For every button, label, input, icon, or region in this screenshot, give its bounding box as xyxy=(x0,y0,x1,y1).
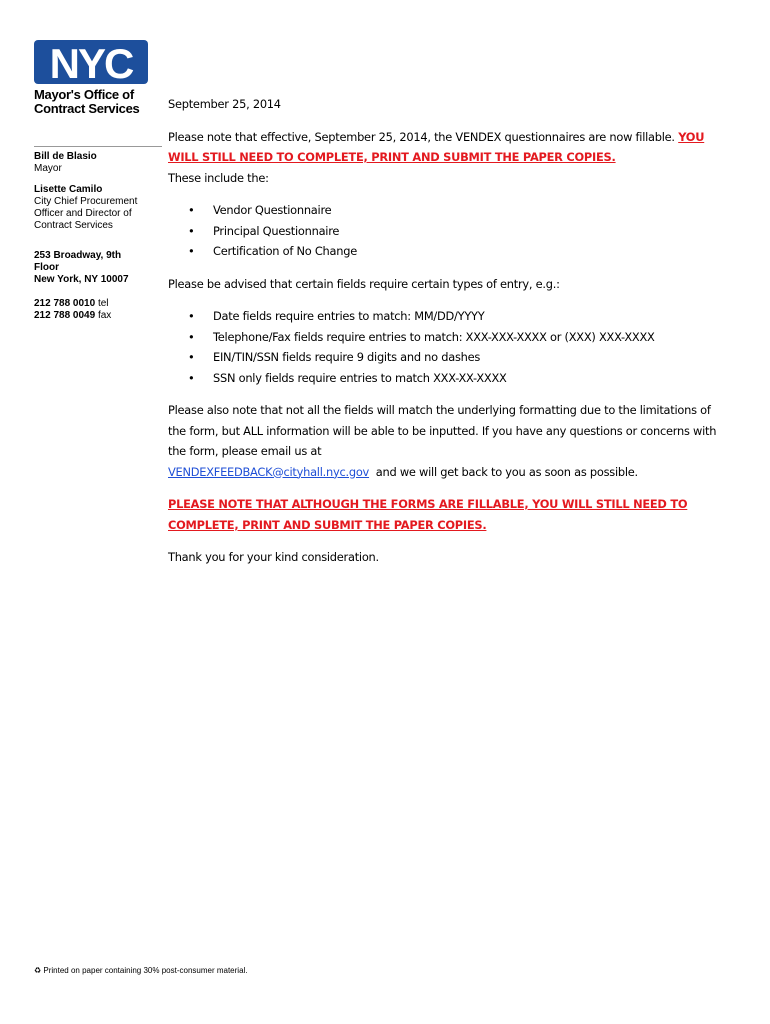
cpo-title-line-1: City Chief Procurement xyxy=(34,196,138,207)
cpo-block xyxy=(34,184,162,232)
list-item: • Vendor Questionnaire xyxy=(168,200,728,221)
office-name xyxy=(34,88,162,116)
address-line-1: 253 Broadway, 9th xyxy=(34,250,122,261)
paper-copies-warning: YOU WILL STILL NEED TO COMPLETE, PRINT AND SUBMIT THE PAPER COPIES. xyxy=(168,129,705,164)
address-line-2: Floor xyxy=(34,262,59,273)
contact-block xyxy=(34,298,162,322)
letterhead-sidebar xyxy=(34,40,162,331)
mayor-name: Bill de Blasio xyxy=(34,151,97,162)
paragraph-fillable-notice xyxy=(168,127,728,189)
format-rules-list xyxy=(168,306,728,388)
feedback-email-link[interactable]: VENDEXFEEDBACK@cityhall.nyc.gov xyxy=(168,464,370,479)
tel-number: 212 788 0010 xyxy=(34,298,96,309)
letter-body xyxy=(168,94,728,568)
sidebar-divider xyxy=(34,146,162,147)
mayor-title: Mayor xyxy=(34,163,62,174)
fax-label: fax xyxy=(97,310,112,321)
address-block xyxy=(34,250,162,286)
list-item: • Date fields require entries to match: MM/DD/YYYY xyxy=(168,306,728,327)
fillable-forms-warning: PLEASE NOTE THAT ALTHOUGH THE FORMS ARE FILLABLE, YOU WILL STILL NEED TO COMPLETE, PRINT AND SUBMIT THE PAPER COPIES. xyxy=(168,497,688,532)
closing-line: Thank you for your kind consideration. xyxy=(168,550,379,564)
mayor-block xyxy=(34,151,162,175)
fillable-notice-text: Please note that effective, September 25, 2014, the VENDEX questionnaires are now fillable. xyxy=(168,129,675,144)
paragraph-field-entry: Please be advised that certain fields require certain types of entry, e.g.: xyxy=(168,276,560,291)
list-item: • Telephone/Fax fields require entries to match: XXX-XXX-XXXX or (XXX) XXX-XXXX xyxy=(168,327,728,348)
office-name-line-2: Contract Services xyxy=(34,101,140,116)
recycled-paper-footer xyxy=(34,966,248,976)
list-item: • Principal Questionnaire xyxy=(168,221,728,242)
list-item: • Certification of No Change xyxy=(168,241,728,262)
list-item: • EIN/TIN/SSN fields require 9 digits and no dashes xyxy=(168,347,728,368)
cpo-name: Lisette Camilo xyxy=(34,184,103,195)
nyc-logo-text: NYC xyxy=(49,40,133,84)
paragraph-contact xyxy=(168,400,728,482)
contact-text: Please also note that not all the fields will match the underlying formatting due to the limitations of the form, but ALL information will be able to be inputted. If you have any questions or concerns with the form, please email us at xyxy=(168,403,717,458)
contact-tail-text: and we will get back to you as soon as possible. xyxy=(375,464,638,479)
tel-line xyxy=(34,298,162,310)
recycle-icon: ♻ xyxy=(34,966,42,975)
fax-line xyxy=(34,310,162,322)
letter-date: September 25, 2014 xyxy=(168,97,281,111)
office-name-line-1: Mayor's Office of xyxy=(34,87,134,102)
fax-number: 212 788 0049 xyxy=(34,310,96,321)
cpo-title-line-3: Contract Services xyxy=(34,220,113,231)
list-item: • SSN only fields require entries to match XXX-XX-XXXX xyxy=(168,368,728,389)
questionnaire-list xyxy=(168,200,728,262)
nyc-logo xyxy=(34,40,162,84)
cpo-title-line-2: Officer and Director of xyxy=(34,208,132,219)
tel-label: tel xyxy=(97,298,109,309)
footer-text: Printed on paper containing 30% post-consumer material. xyxy=(43,966,248,975)
nyc-logo-graphic xyxy=(34,40,148,84)
address-line-3: New York, NY 10007 xyxy=(34,274,129,285)
these-include-text: These include the: xyxy=(168,170,269,185)
